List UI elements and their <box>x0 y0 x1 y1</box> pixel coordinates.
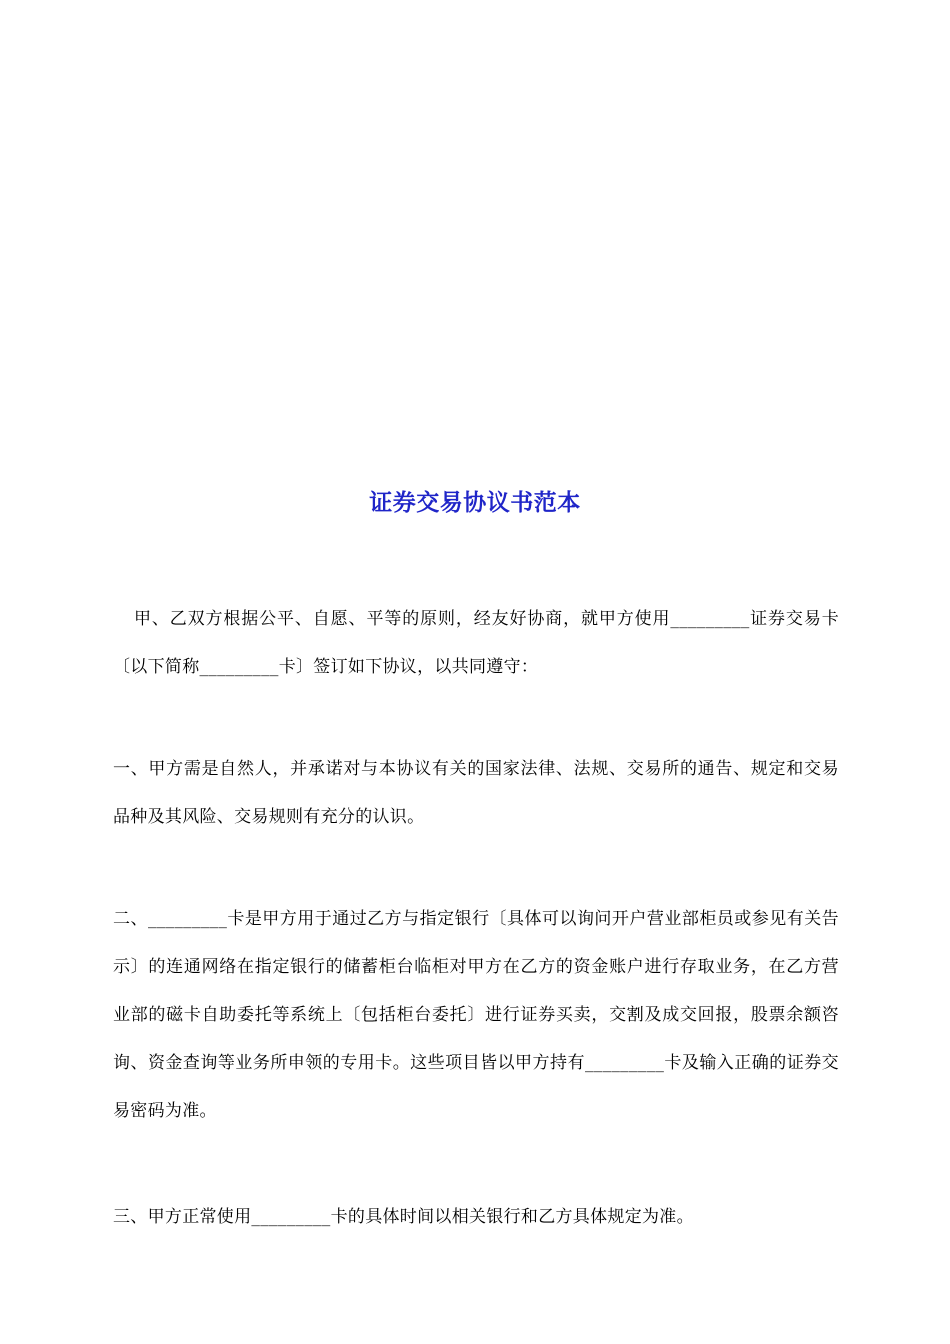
clause-3-paragraph: 三、甲方正常使用_________卡的具体时间以相关银行和乙方具体规定为准。 <box>113 1207 694 1227</box>
document-title: 证券交易协议书范本 <box>369 489 581 516</box>
clause-1-paragraph: 一、甲方需是自然人，并承诺对与本协议有关的国家法律、法规、交易所的通告、规定和交易品种及其风险、交易规则有充分的认识。 <box>113 759 839 827</box>
intro-paragraph: 甲、乙双方根据公平、自愿、平等的原则，经友好协商，就甲方使用_________证券交易卡〔以下简称_________卡〕签订如下协议，以共同遵守： <box>113 609 839 677</box>
clause-2-paragraph: 二、_________卡是甲方用于通过乙方与指定银行〔具体可以询问开户营业部柜员或参见有关告示〕的连通网络在指定银行的储蓄柜台临柜对甲方在乙方的资金账户进行存取业务，在乙方营业部的磁卡自助委托等系统上〔包括柜台委托〕进行证券买卖，交割及成交回报，股票余额咨询、资金查询等业务所申领的专用卡。这些项目皆以甲方持有_________卡及输入正确的证券交易密码为准。 <box>113 909 839 1121</box>
